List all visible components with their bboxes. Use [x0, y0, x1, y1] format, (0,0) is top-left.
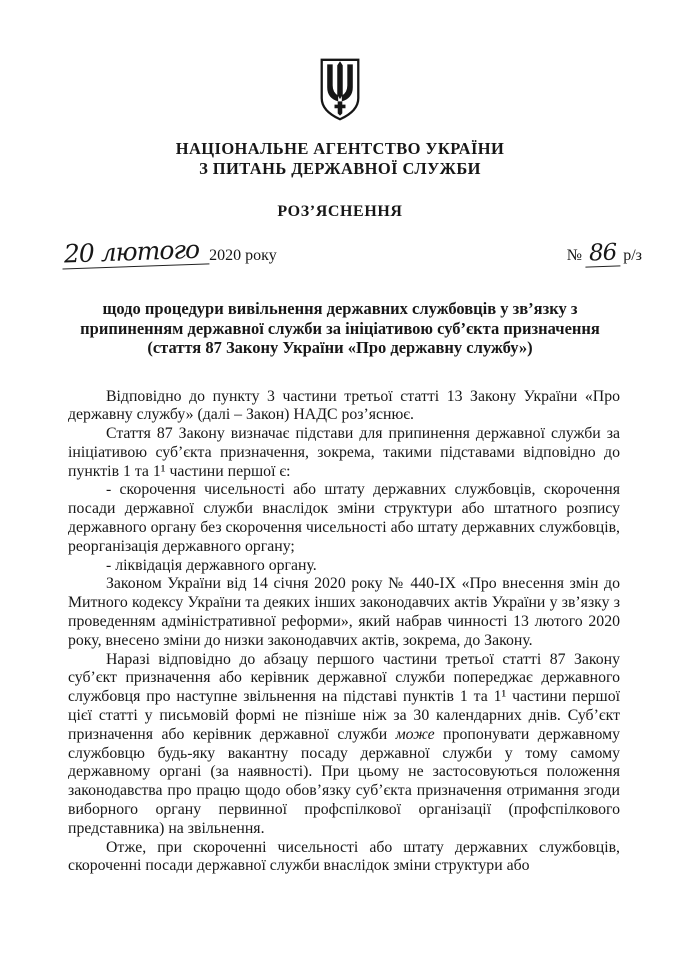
- body-paragraph: - скорочення чисельності або штату державних службовців, скорочення посади державної служби внаслідок зміни структури або штатного розпису державного органу без скорочення чисельності або штату державних службовців, реорганізація державного органу;: [68, 481, 620, 555]
- document-title-line-2: припиненням державної служби за ініціативою суб’єкта призначення: [80, 318, 600, 338]
- handwritten-number: 86: [585, 241, 621, 267]
- body-paragraph: - ліквідація державного органу.: [106, 556, 317, 574]
- body-paragraph: Отже, при скороченні чисельності або штату державних службовців, скороченні посади державної служби внаслідок зміни структури або: [68, 838, 620, 875]
- ukraine-trident-icon: [317, 58, 363, 127]
- handwritten-date: 20 лютого: [62, 236, 210, 269]
- body-paragraph: Наразі відповідно до абзацу першого частини третьої статті 87 Закону суб’єкт призначення або керівник державної служби попереджає державного службовця про наступне звільнення на підставі пунктів 1 та 1¹ частини першої цієї статті у письмовій формі не пізніше ніж за 30 календарних днів. Суб’єкт призначення або керівник державної служби може пропонувати державному службовцю будь-яку вакантну посаду державної служби у тому самому державному органі (за наявності). При цьому не застосовуються положення законодавства про працю щодо обов’язку суб’єкта призначення отримання згоди виборного органу первинної профспілкової організації (профспілкового представника) на звільнення.: [68, 650, 620, 837]
- printed-year: 2020 року: [209, 247, 277, 264]
- date-number-row: [62, 229, 642, 267]
- emblem-wrap: [0, 0, 680, 127]
- document-body: [68, 388, 620, 877]
- doc-number: [566, 239, 642, 267]
- number-sign: №: [566, 247, 582, 264]
- org-name-line-2: З ПИТАНЬ ДЕРЖАВНОЇ СЛУЖБИ: [199, 159, 481, 178]
- document-title: [50, 299, 630, 358]
- document-title-line-1: щодо процедури вивільнення державних службовців у зв’язку з: [102, 299, 578, 318]
- number-suffix: р/з: [623, 247, 642, 264]
- body-paragraph: Стаття 87 Закону визначає підстави для припинення державної служби за ініціативою суб’єкта призначення, зокрема, такими підставами відповідно до пунктів 1 та 1¹ частини першої є:: [68, 425, 620, 480]
- doc-type-title: РОЗ’ЯСНЕННЯ: [277, 203, 403, 220]
- body-paragraph: Відповідно до пункту 3 частини третьої статті 13 Закону України «Про державну службу» (далі – Закон) НАДС роз’яснює.: [68, 387, 620, 424]
- org-name: [0, 139, 680, 179]
- document-title-line-3: (стаття 87 Закону України «Про державну службу»): [147, 338, 533, 357]
- org-name-line-1: НАЦІОНАЛЬНЕ АГЕНТСТВО УКРАЇНИ: [175, 139, 505, 158]
- body-paragraph: Законом України від 14 січня 2020 року № 440-IX «Про внесення змін до Митного кодексу України та деяких інших законодавчих актів України у зв’язку з проведенням адміністративної реформи», який набрав чинності 13 лютого 2020 року, внесено зміни до низки законодавчих актів, зокрема, до Закону.: [68, 575, 620, 649]
- date-line: [62, 234, 277, 269]
